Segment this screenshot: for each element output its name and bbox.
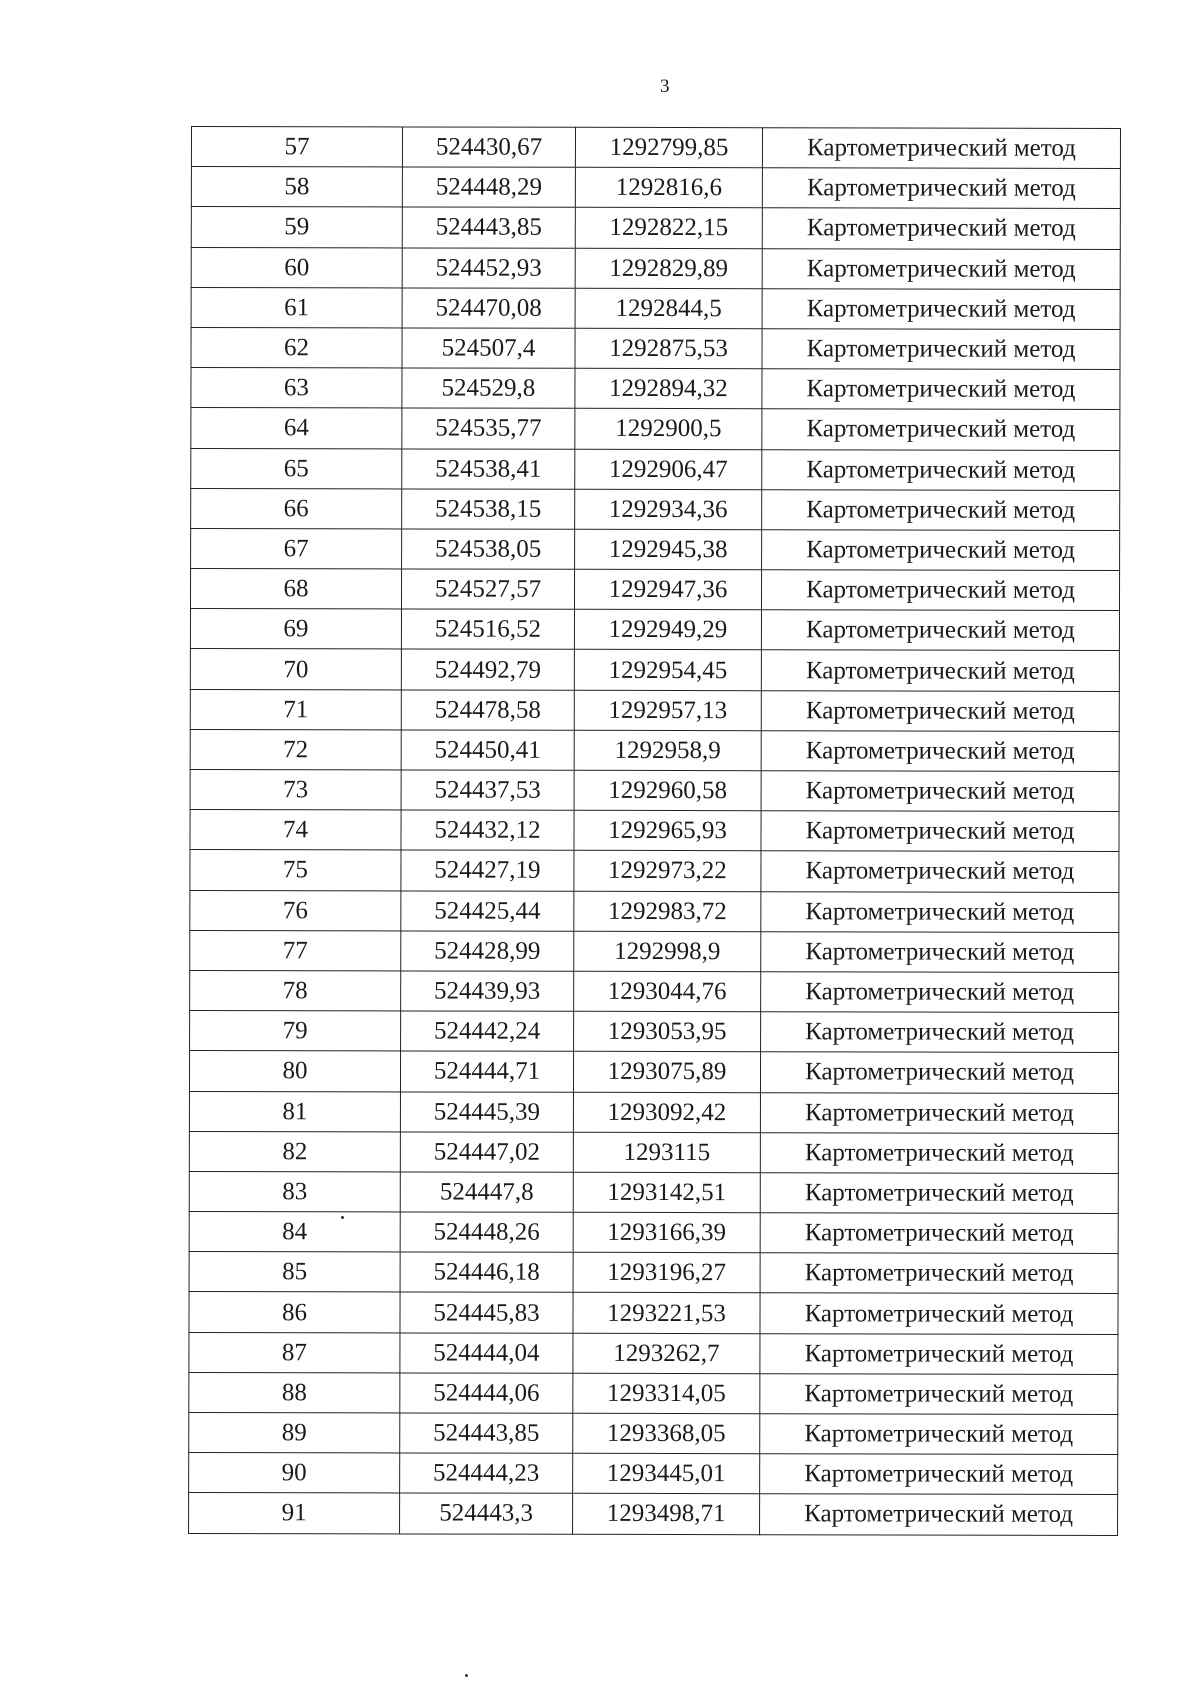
y-coordinate-cell: 1292844,5 — [575, 288, 762, 329]
x-coordinate-cell: 524446,18 — [400, 1252, 573, 1293]
method-cell: Картометрический метод — [761, 931, 1119, 972]
method-cell: Картометрический метод — [762, 409, 1120, 450]
y-coordinate-cell: 1293075,89 — [573, 1052, 760, 1093]
y-coordinate-cell: 1292957,13 — [574, 690, 761, 731]
table-row — [189, 1332, 1118, 1374]
method-cell: Картометрический метод — [762, 489, 1120, 530]
point-number-cell: 71 — [190, 689, 401, 730]
x-coordinate-cell: 524492,79 — [401, 649, 574, 690]
table-row — [190, 810, 1119, 852]
y-coordinate-cell: 1292875,53 — [575, 328, 762, 369]
method-cell: Картометрический метод — [761, 610, 1119, 651]
point-number-cell: 57 — [191, 127, 402, 168]
point-number-cell: 72 — [190, 729, 401, 770]
y-coordinate-cell: 1293092,42 — [573, 1092, 760, 1133]
point-number-cell: 82 — [189, 1131, 400, 1172]
table-row — [189, 1453, 1118, 1495]
method-cell: Картометрический метод — [760, 1454, 1118, 1495]
table-row — [189, 1212, 1118, 1254]
point-number-cell: 86 — [189, 1292, 400, 1333]
method-cell: Картометрический метод — [760, 1494, 1118, 1535]
x-coordinate-cell: 524439,93 — [401, 971, 574, 1012]
method-cell: Картометрический метод — [761, 891, 1119, 932]
point-number-cell: 66 — [191, 488, 402, 529]
table-row — [191, 247, 1120, 289]
point-number-cell: 84 — [189, 1212, 400, 1253]
x-coordinate-cell: 524448,26 — [400, 1212, 573, 1253]
table-row — [191, 448, 1120, 490]
point-number-cell: 89 — [189, 1412, 400, 1453]
x-coordinate-cell: 524507,4 — [402, 328, 575, 369]
coordinates-table — [188, 126, 1121, 1536]
table-row — [191, 167, 1120, 209]
method-cell: Картометрический метод — [760, 1333, 1118, 1374]
method-cell: Картометрический метод — [762, 329, 1120, 370]
x-coordinate-cell: 524443,85 — [400, 1413, 573, 1454]
method-cell: Картометрический метод — [760, 1253, 1118, 1294]
table-row — [189, 1292, 1118, 1334]
x-coordinate-cell: 524445,39 — [400, 1091, 573, 1132]
x-coordinate-cell: 524478,58 — [401, 690, 574, 731]
method-cell: Картометрический метод — [760, 1052, 1118, 1093]
table-row — [191, 327, 1120, 369]
x-coordinate-cell: 524442,24 — [401, 1011, 574, 1052]
point-number-cell: 59 — [191, 207, 402, 248]
x-coordinate-cell: 524447,02 — [400, 1132, 573, 1173]
x-coordinate-cell: 524444,71 — [400, 1051, 573, 1092]
point-number-cell: 73 — [190, 769, 401, 810]
y-coordinate-cell: 1293314,05 — [573, 1373, 760, 1414]
y-coordinate-cell: 1293368,05 — [573, 1413, 760, 1454]
y-coordinate-cell: 1293053,95 — [574, 1011, 761, 1052]
table-row — [190, 970, 1119, 1012]
x-coordinate-cell: 524437,53 — [401, 770, 574, 811]
point-number-cell: 62 — [191, 327, 402, 368]
point-number-cell: 74 — [190, 810, 401, 851]
point-number-cell: 67 — [191, 528, 402, 569]
table-row — [190, 649, 1119, 691]
point-number-cell: 78 — [190, 970, 401, 1011]
point-number-cell: 79 — [190, 1011, 401, 1052]
method-cell: Картометрический метод — [762, 288, 1120, 329]
y-coordinate-cell: 1293262,7 — [573, 1333, 760, 1374]
x-coordinate-cell: 524527,57 — [401, 569, 574, 610]
point-number-cell: 90 — [189, 1453, 400, 1494]
y-coordinate-cell: 1293044,76 — [574, 971, 761, 1012]
table-row — [191, 368, 1120, 410]
table-row — [190, 689, 1119, 731]
x-coordinate-cell: 524538,41 — [402, 448, 575, 489]
point-number-cell: 75 — [190, 850, 401, 891]
y-coordinate-cell: 1292960,58 — [574, 770, 761, 811]
y-coordinate-cell: 1293498,71 — [573, 1494, 760, 1535]
method-cell: Картометрический метод — [761, 811, 1119, 852]
y-coordinate-cell: 1293166,39 — [573, 1212, 760, 1253]
x-coordinate-cell: 524427,19 — [401, 850, 574, 891]
point-number-cell: 70 — [190, 649, 401, 690]
method-cell: Картометрический метод — [760, 1092, 1118, 1133]
table-row — [189, 1493, 1118, 1535]
x-coordinate-cell: 524444,06 — [400, 1373, 573, 1414]
x-coordinate-cell: 524428,99 — [401, 931, 574, 972]
point-number-cell: 85 — [189, 1252, 400, 1293]
point-number-cell: 76 — [190, 890, 401, 931]
method-cell: Картометрический метод — [761, 972, 1119, 1013]
method-cell: Картометрический метод — [760, 1293, 1118, 1334]
y-coordinate-cell: 1292822,15 — [575, 208, 762, 249]
table-row — [190, 729, 1119, 771]
scan-speck — [341, 1216, 344, 1219]
point-number-cell: 68 — [190, 569, 401, 610]
y-coordinate-cell: 1292998,9 — [574, 931, 761, 972]
point-number-cell: 91 — [189, 1493, 400, 1534]
x-coordinate-cell: 524538,05 — [402, 529, 575, 570]
table-row — [190, 930, 1119, 972]
point-number-cell: 69 — [190, 609, 401, 650]
point-number-cell: 63 — [191, 368, 402, 409]
y-coordinate-cell: 1292965,93 — [574, 810, 761, 851]
table-row — [190, 890, 1119, 932]
x-coordinate-cell: 524432,12 — [401, 810, 574, 851]
y-coordinate-cell: 1293221,53 — [573, 1293, 760, 1334]
x-coordinate-cell: 524535,77 — [402, 408, 575, 449]
table-row — [191, 127, 1120, 169]
method-cell: Картометрический метод — [762, 128, 1120, 169]
y-coordinate-cell: 1292958,9 — [574, 730, 761, 771]
table-row — [191, 287, 1120, 329]
point-number-cell: 64 — [191, 408, 402, 449]
method-cell: Картометрический метод — [762, 208, 1120, 249]
point-number-cell: 83 — [189, 1171, 400, 1212]
y-coordinate-cell: 1292947,36 — [574, 569, 761, 610]
point-number-cell: 58 — [191, 167, 402, 208]
method-cell: Картометрический метод — [761, 650, 1119, 691]
y-coordinate-cell: 1292945,38 — [575, 529, 762, 570]
x-coordinate-cell: 524443,3 — [400, 1493, 573, 1534]
x-coordinate-cell: 524425,44 — [401, 891, 574, 932]
method-cell: Картометрический метод — [760, 1374, 1118, 1415]
table-row — [189, 1171, 1118, 1213]
y-coordinate-cell: 1292949,29 — [574, 610, 761, 651]
method-cell: Картометрический метод — [762, 168, 1120, 209]
method-cell: Картометрический метод — [761, 731, 1119, 772]
table-row — [189, 1131, 1118, 1173]
method-cell: Картометрический метод — [762, 530, 1120, 571]
point-number-cell: 65 — [191, 448, 402, 489]
method-cell: Картометрический метод — [761, 771, 1119, 812]
y-coordinate-cell: 1293196,27 — [573, 1253, 760, 1294]
table-row — [191, 408, 1120, 450]
point-number-cell: 80 — [189, 1051, 400, 1092]
point-number-cell: 61 — [191, 287, 402, 328]
y-coordinate-cell: 1293445,01 — [573, 1453, 760, 1494]
method-cell: Картометрический метод — [760, 1414, 1118, 1455]
table-row — [189, 1372, 1118, 1414]
x-coordinate-cell: 524529,8 — [402, 368, 575, 409]
table-row — [189, 1051, 1118, 1093]
method-cell: Картометрический метод — [761, 851, 1119, 892]
y-coordinate-cell: 1292954,45 — [574, 650, 761, 691]
y-coordinate-cell: 1292816,6 — [575, 167, 762, 208]
y-coordinate-cell: 1293142,51 — [573, 1172, 760, 1213]
y-coordinate-cell: 1292934,36 — [575, 489, 762, 530]
table-row — [190, 769, 1119, 811]
coordinates-table-body — [189, 127, 1121, 1536]
x-coordinate-cell: 524443,85 — [402, 207, 575, 248]
point-number-cell: 77 — [190, 930, 401, 971]
y-coordinate-cell: 1292900,5 — [575, 409, 762, 450]
method-cell: Картометрический метод — [762, 369, 1120, 410]
x-coordinate-cell: 524445,83 — [400, 1292, 573, 1333]
x-coordinate-cell: 524444,23 — [400, 1453, 573, 1494]
point-number-cell: 87 — [189, 1332, 400, 1373]
y-coordinate-cell: 1292894,32 — [575, 368, 762, 409]
y-coordinate-cell: 1292906,47 — [575, 449, 762, 490]
table-row — [191, 207, 1120, 249]
method-cell: Картометрический метод — [760, 1213, 1118, 1254]
method-cell: Картометрический метод — [762, 449, 1120, 490]
table-row — [190, 850, 1119, 892]
table-row — [189, 1252, 1118, 1294]
x-coordinate-cell: 524447,8 — [400, 1172, 573, 1213]
method-cell: Картометрический метод — [760, 1132, 1118, 1173]
table-row — [191, 488, 1120, 530]
point-number-cell: 60 — [191, 247, 402, 288]
y-coordinate-cell: 1292799,85 — [575, 127, 762, 168]
x-coordinate-cell: 524452,93 — [402, 248, 575, 289]
method-cell: Картометрический метод — [760, 1173, 1118, 1214]
point-number-cell: 81 — [189, 1091, 400, 1132]
x-coordinate-cell: 524538,15 — [402, 489, 575, 530]
table-row — [191, 528, 1120, 570]
x-coordinate-cell: 524516,52 — [401, 609, 574, 650]
table-row — [190, 569, 1119, 611]
method-cell: Картометрический метод — [761, 570, 1119, 611]
x-coordinate-cell: 524450,41 — [401, 730, 574, 771]
x-coordinate-cell: 524448,29 — [402, 167, 575, 208]
y-coordinate-cell: 1292829,89 — [575, 248, 762, 289]
y-coordinate-cell: 1292973,22 — [574, 851, 761, 892]
method-cell: Картометрический метод — [761, 690, 1119, 731]
table-row — [189, 1412, 1118, 1454]
table-row — [190, 609, 1119, 651]
table-row — [190, 1011, 1119, 1053]
x-coordinate-cell: 524430,67 — [402, 127, 575, 168]
method-cell: Картометрический метод — [762, 248, 1120, 289]
point-number-cell: 88 — [189, 1372, 400, 1413]
scan-speck — [465, 1674, 468, 1677]
y-coordinate-cell: 1293115 — [573, 1132, 760, 1173]
table-row — [189, 1091, 1118, 1133]
method-cell: Картометрический метод — [761, 1012, 1119, 1053]
x-coordinate-cell: 524470,08 — [402, 288, 575, 329]
page-number: 3 — [660, 76, 670, 97]
y-coordinate-cell: 1292983,72 — [574, 891, 761, 932]
x-coordinate-cell: 524444,04 — [400, 1333, 573, 1374]
